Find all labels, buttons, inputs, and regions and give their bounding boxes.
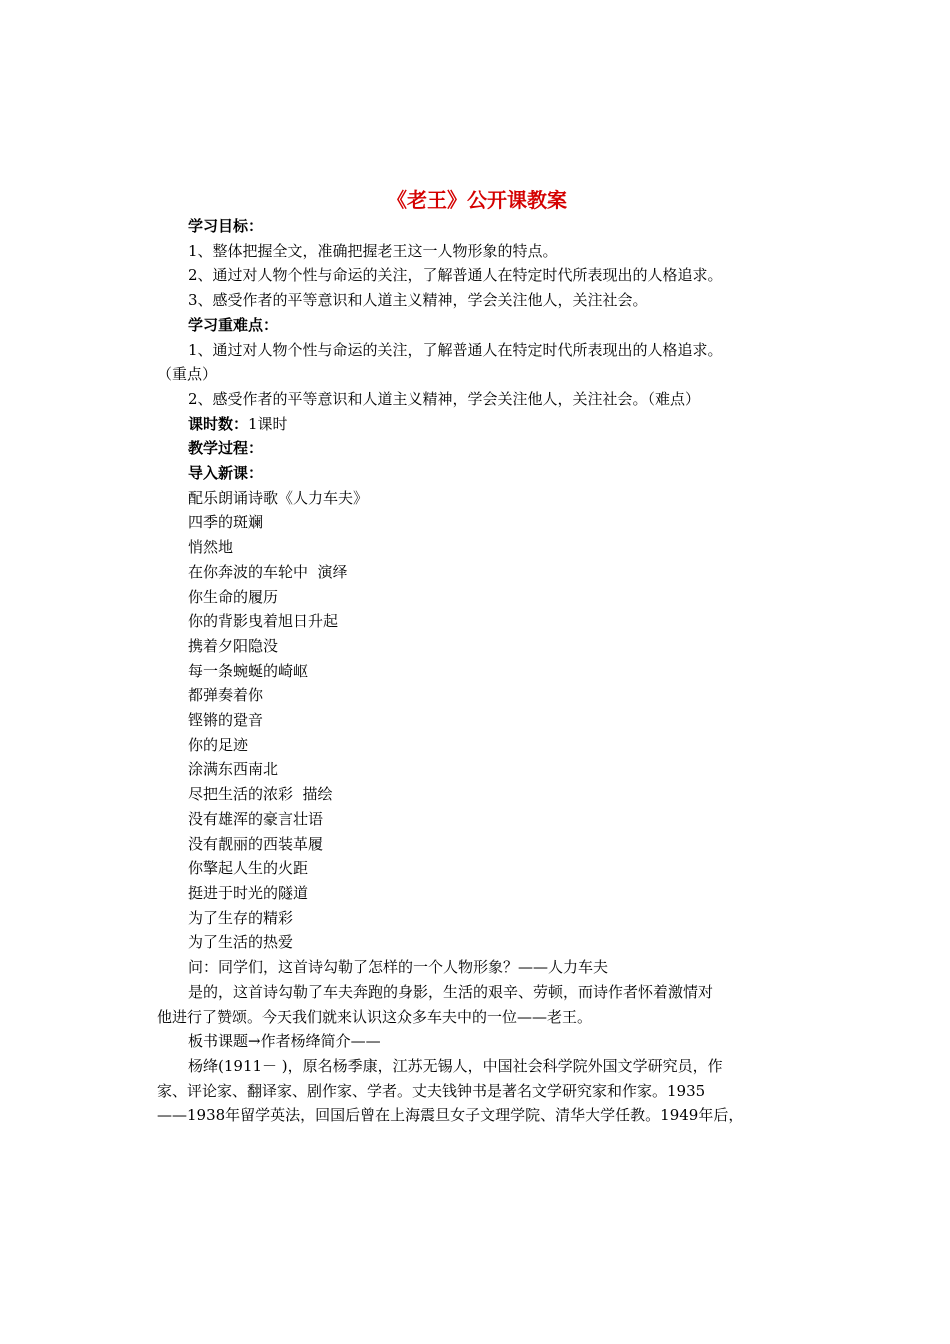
poem-line: 携着夕阳隐没: [188, 636, 279, 655]
poem-line: 你的背影曳着旭日升起: [188, 612, 339, 631]
answer-paragraph-line: 是的，这首诗勾勒了车夫奔跑的身影，生活的艰辛、劳顿，而诗作者怀着激情对: [188, 982, 714, 1001]
key-points-heading: 学习重难点：: [188, 315, 279, 334]
lesson-hours: [157, 412, 797, 437]
poem-line: 悄然地: [188, 538, 234, 557]
objective-item: 2、通过对人物个性与命运的关注，了解普通人在特定时代所表现出的人格追求。: [188, 266, 723, 285]
lesson-hours-value: 1课时: [248, 414, 288, 433]
poem-line: 在你奔波的车轮中 演绎: [188, 562, 348, 581]
poem-line: 每一条蜿蜒的崎岖: [188, 661, 309, 680]
poem-line: 为了生存的精彩: [188, 908, 294, 927]
poem-line: 铿锵的跫音: [188, 711, 264, 730]
poem-line: 你的足迹: [188, 735, 249, 754]
intro-heading: 导入新课：: [188, 464, 264, 483]
poem-intro: 配乐朗诵诗歌《人力车夫》: [188, 488, 369, 507]
poem-line: 你生命的履历: [188, 587, 279, 606]
lesson-hours-label: 课时数：: [188, 414, 249, 433]
poem-line: 你擎起人生的火距: [188, 859, 309, 878]
key-point-item: 2、感受作者的平等意识和人道主义精神，学会关注他人，关注社会。（难点）: [188, 389, 701, 408]
poem-line: 没有靓丽的西装革履: [188, 834, 324, 853]
objective-item: 1、整体把握全文，准确把握老王这一人物形象的特点。: [188, 241, 558, 260]
poem-line: 为了生活的热爱: [188, 933, 294, 952]
author-paragraph-line: ——1938年留学英法，回国后曾在上海震旦女子文理学院、清华大学任教。1949年后，: [157, 1106, 744, 1125]
document-page: [157, 186, 797, 1128]
board-paragraph: 板书课题→作者杨绛简介——: [188, 1032, 381, 1051]
objective-item: 3、感受作者的平等意识和人道主义精神，学会关注他人，关注社会。: [188, 291, 648, 310]
question-paragraph: 问：同学们，这首诗勾勒了怎样的一个人物形象？——人力车夫: [188, 958, 609, 977]
poem-line: 没有雄浑的豪言壮语: [188, 809, 324, 828]
poem-line: 四季的斑斓: [188, 513, 264, 532]
poem-line: 挺进于时光的隧道: [188, 883, 309, 902]
poem-line: 涂满东西南北: [188, 760, 279, 779]
poem-line: 都弹奏着你: [188, 686, 264, 705]
answer-paragraph-line: 他进行了赞颂。今天我们就来认识这众多车夫中的一位——老王。: [157, 1007, 593, 1026]
objectives-heading: 学习目标：: [188, 217, 264, 235]
process-heading: 教学过程：: [188, 439, 264, 458]
key-point-item: 1、通过对人物个性与命运的关注，了解普通人在特定时代所表现出的人格追求。: [188, 340, 723, 359]
author-paragraph-line: 杨绛(1911－ )，原名杨季康，江苏无锡人，中国社会科学院外国文学研究员，作: [188, 1056, 723, 1075]
poem-line: 尽把生活的浓彩 描绘: [188, 785, 333, 804]
key-point-item-continued: （重点）: [157, 365, 218, 384]
author-paragraph-line: 家、评论家、翻译家、剧作家、学者。丈夫钱钟书是著名文学研究家和作家。1935: [157, 1081, 706, 1100]
document-title: 《老王》公开课教案: [387, 188, 567, 212]
